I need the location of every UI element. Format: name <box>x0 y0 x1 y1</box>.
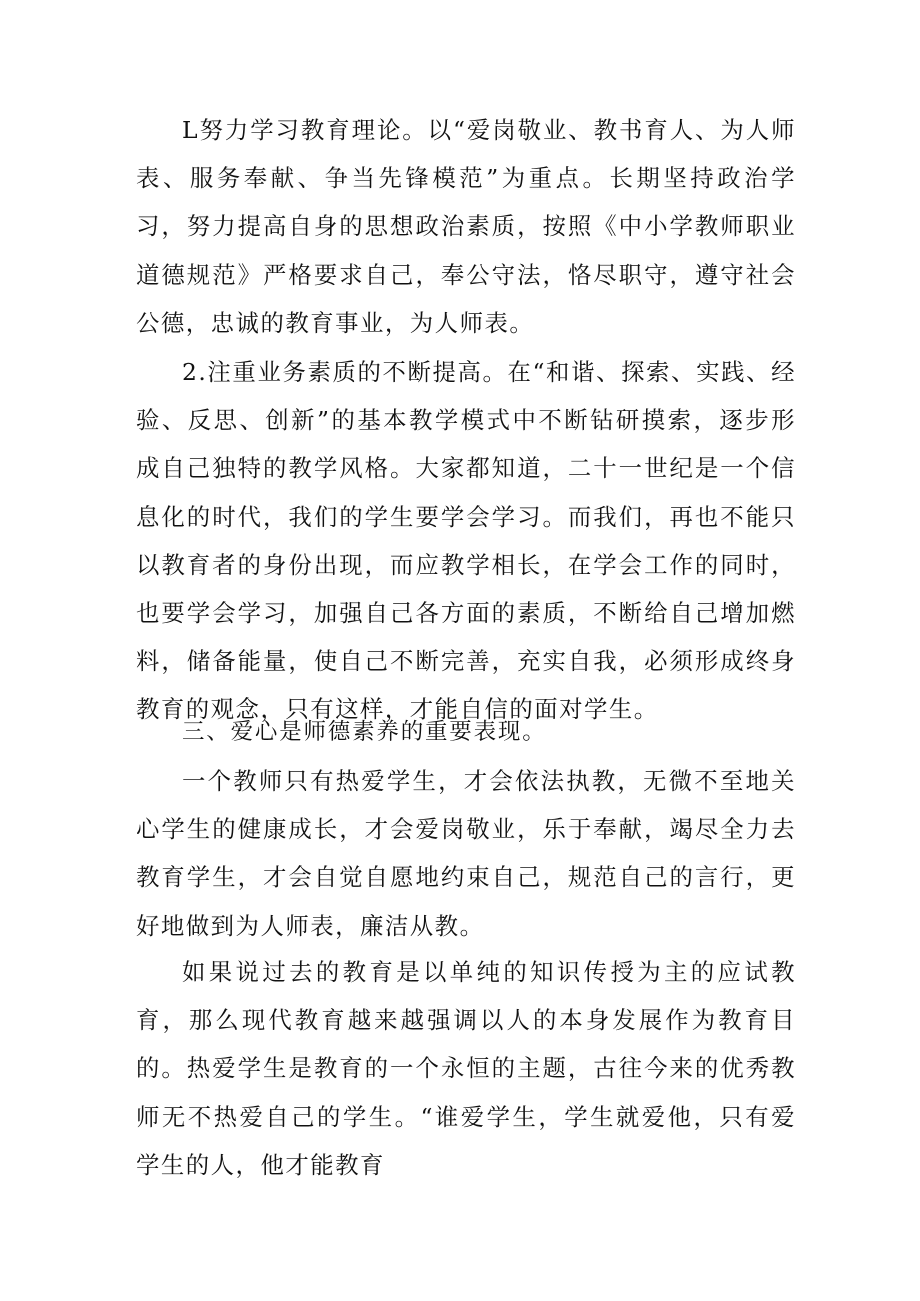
paragraph-modern-education: 如果说过去的教育是以单纯的知识传授为主的应试教育，那么现代教育越来越强调以人的本身发展作为教育目的。热爱学生是教育的一个永恒的主题，古往今来的优秀教师无不热爱自己的学生。“谁爱学生，学生就爱他，只有爱学生的人，他才能教育 <box>136 958 796 1179</box>
paragraph-love-students: 一个教师只有热爱学生，才会依法执教，无微不至地关心学生的健康成长，才会爱岗敬业，乐于奉献，竭尽全力去教育学生，才会自觉自愿地约束自己，规范自己的言行，更好地做到为人师表，廉洁从教。 <box>136 767 796 940</box>
section-heading-love: 三、爱心是师德素养的重要表现。 <box>182 719 547 745</box>
paragraph-study-theory: L努力学习教育理论。以“爱岗敬业、教书育人、为人师表、服务奉献、争当先锋模范”为重点。长期坚持政治学习，努力提高自身的思想政治素质，按照《中小学教师职业道德规范》严格要求自己，奉公守法，恪尽职守，遵守社会公德，忠诚的教育事业，为人师表。 <box>136 116 796 337</box>
paragraph-professional-quality: 2.注重业务素质的不断提高。在“和谐、探索、实践、经验、反思、创新”的基本教学模式中不断钻研摸索，逐步形成自己独特的教学风格。大家都知道，二十一世纪是一个信息化的时代，我们的学生要学会学习。而我们，再也不能只以教育者的身份出现，而应教学相长，在学会工作的同时，也要学会学习，加强自己各方面的素质，不断给自己增加燃料，储备能量，使自己不断完善，充实自我，必须形成终身教育的观念，只有这样，才能自信的面对学生。 <box>136 358 796 724</box>
